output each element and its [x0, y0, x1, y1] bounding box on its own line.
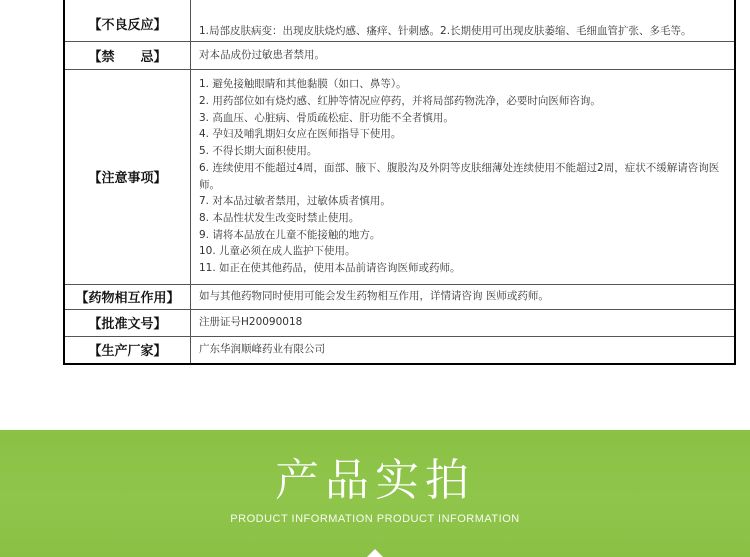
value-drug-interactions: 如与其他药物同时使用可能会发生药物相互作用，详情请咨询 医师或药师。 [191, 284, 736, 309]
precaution-item: 3. 高血压、心脏病、骨质疏松症、肝功能不全者慎用。 [199, 111, 454, 124]
value-adverse-reactions: 1.局部皮肤病变：出现皮肤烧灼感、瘙痒、针刺感。2.长期使用可出现皮肤萎缩、毛细血管扩张、多毛等。 [191, 0, 736, 41]
drug-info-table [63, 0, 736, 365]
banner-title: 产品实拍 [275, 455, 475, 506]
value-contraindications: 对本品成份过敏患者禁用。 [191, 41, 736, 69]
precaution-item: 1. 避免接触眼睛和其他黏膜（如口、鼻等）。 [199, 78, 407, 91]
label-contraindications: 【禁 忌】 [64, 41, 191, 69]
precaution-item: 8. 本品性状发生改变时禁止使用。 [199, 211, 360, 224]
label-drug-interactions: 【药物相互作用】 [64, 284, 191, 309]
row-precautions [64, 69, 735, 284]
label-precautions: 【注意事项】 [64, 69, 191, 284]
value-approval-number: 注册证号H20090018 [191, 309, 736, 336]
precaution-item: 4. 孕妇及哺乳期妇女应在医师指导下使用。 [199, 128, 402, 141]
label-approval-number: 【批准文号】 [64, 309, 191, 336]
value-manufacturer: 广东华润顺峰药业有限公司 [191, 336, 736, 364]
precaution-item: 7. 对本品过敏者禁用，过敏体质者慎用。 [199, 195, 391, 208]
label-adverse-reactions: 【不良反应】 [64, 0, 191, 41]
precaution-item: 6. 连续使用不能超过4周，面部、腋下、腹股沟及外阴等皮肤细薄处连续使用不能超过2周，症状不缓解请咨询医师。 [199, 161, 720, 191]
label-manufacturer: 【生产厂家】 [64, 336, 191, 364]
precaution-item: 11. 如正在使其他药品，使用本品前请咨询医师或药师。 [199, 262, 461, 275]
precaution-item: 5. 不得长期大面积使用。 [199, 145, 318, 158]
precaution-item: 9. 请将本品放在儿童不能接触的地方。 [199, 228, 381, 241]
precaution-item: 2. 用药部位如有烧灼感、红肿等情况应停药，并将局部药物洗净，必要时向医师咨询。 [199, 94, 601, 107]
row-contraindications [64, 41, 735, 69]
row-manufacturer [64, 336, 735, 364]
banner-subtitle: PRODUCT INFORMATION PRODUCT INFORMATION [230, 513, 520, 525]
row-adverse-reactions [64, 0, 735, 41]
row-approval-number [64, 309, 735, 336]
value-precautions [191, 69, 736, 284]
row-drug-interactions [64, 284, 735, 309]
banner-notch-arrow [367, 549, 383, 557]
precaution-item: 10. 儿童必须在成人监护下使用。 [199, 245, 356, 258]
